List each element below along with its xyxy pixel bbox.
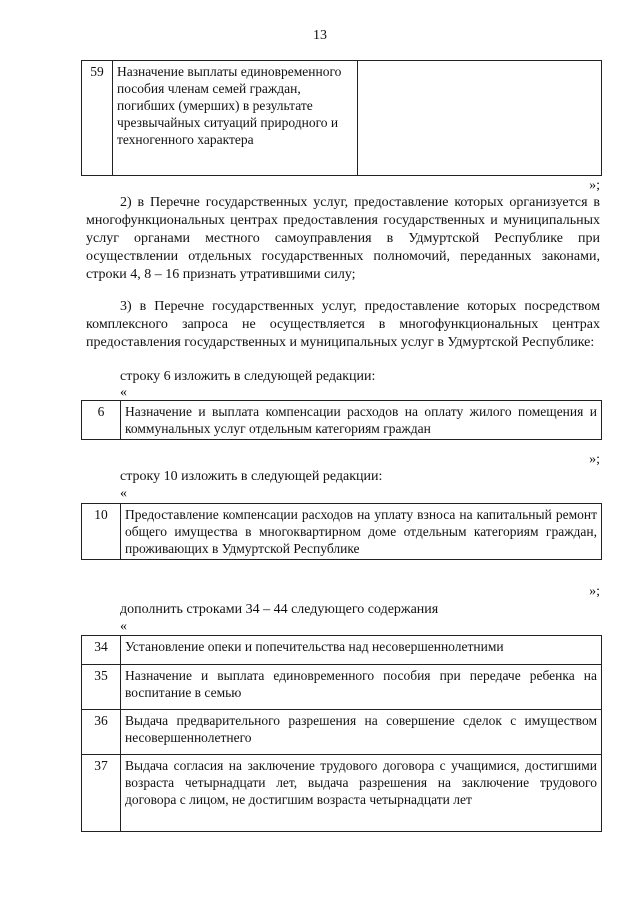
table-row: [82, 755, 602, 832]
open-quote: «: [120, 486, 127, 501]
table-row: [82, 636, 602, 665]
instruction-row-10: строку 10 изложить в следующей редакции:: [120, 469, 383, 484]
row-number: 36: [82, 710, 121, 755]
close-quote: »;: [589, 452, 600, 467]
close-quote: »;: [589, 178, 600, 193]
instruction-row-6: строку 6 изложить в следующей редакции:: [120, 369, 376, 384]
row-number: 37: [82, 755, 121, 832]
row-text: Назначение выплаты единовременного пособия членам семей граждан, погибших (умерших) в результате чрезвычайных ситуаций природного и техногенного характера: [112, 61, 357, 176]
instruction-add-rows: дополнить строками 34 – 44 следующего содержания: [120, 602, 439, 617]
table-row: [82, 401, 602, 440]
row-text: Установление опеки и попечительства над несовершеннолетними: [121, 636, 602, 665]
close-quote: »;: [589, 584, 600, 599]
table-row: [82, 61, 602, 176]
row-text: Выдача предварительного разрешения на совершение сделок с имуществом несовершеннолетнего: [121, 710, 602, 755]
empty-cell: [357, 61, 601, 176]
row-text: Назначение и выплата единовременного пособия при передаче ребенка на воспитание в семью: [121, 665, 602, 710]
page-number: 13: [313, 28, 327, 43]
open-quote: «: [120, 385, 127, 400]
row-number: 35: [82, 665, 121, 710]
table-row: [82, 504, 602, 560]
row-number: 6: [82, 401, 121, 440]
open-quote: «: [120, 619, 127, 634]
row-number: 34: [82, 636, 121, 665]
row-text: Предоставление компенсации расходов на уплату взноса на капитальный ремонт общего имущества в многоквартирном доме отдельным категориям граждан, проживающих в Удмуртской Республике: [121, 504, 602, 560]
paragraph-3: 3) в Перечне государственных услуг, предоставление которых посредством комплексного запроса не осуществляется в многофункциональных центрах предоставления государственных и муниципальных услуг в Удмуртской Республике:: [86, 299, 600, 350]
row-text: Выдача согласия на заключение трудового договора с учащимися, достигшими возраста четырнадцати лет, выдача разрешения на заключение трудового договора с лицом, не достигшим возраста четырнадцати лет: [121, 755, 602, 832]
row-text: Назначение и выплата компенсации расходов на оплату жилого помещения и коммунальных услуг отдельным категориям граждан: [121, 401, 602, 440]
table-row: [82, 710, 602, 755]
row-number: 59: [82, 61, 113, 176]
table-rows-34-37: [81, 635, 602, 832]
table-row-59: [81, 60, 602, 176]
table-row-6: [81, 400, 602, 440]
table-row: [82, 665, 602, 710]
paragraph-2: 2) в Перечне государственных услуг, предоставление которых организуется в многофункциональных центрах предоставления государственных и муниципальных услуг органами местного самоуправления в Удмуртской Республике при осуществлении отдельных государственных полномочий, переданных законами, строки 4, 8 – 16 признать утратившими силу;: [86, 195, 600, 282]
table-row-10: [81, 503, 602, 560]
row-number: 10: [82, 504, 121, 560]
